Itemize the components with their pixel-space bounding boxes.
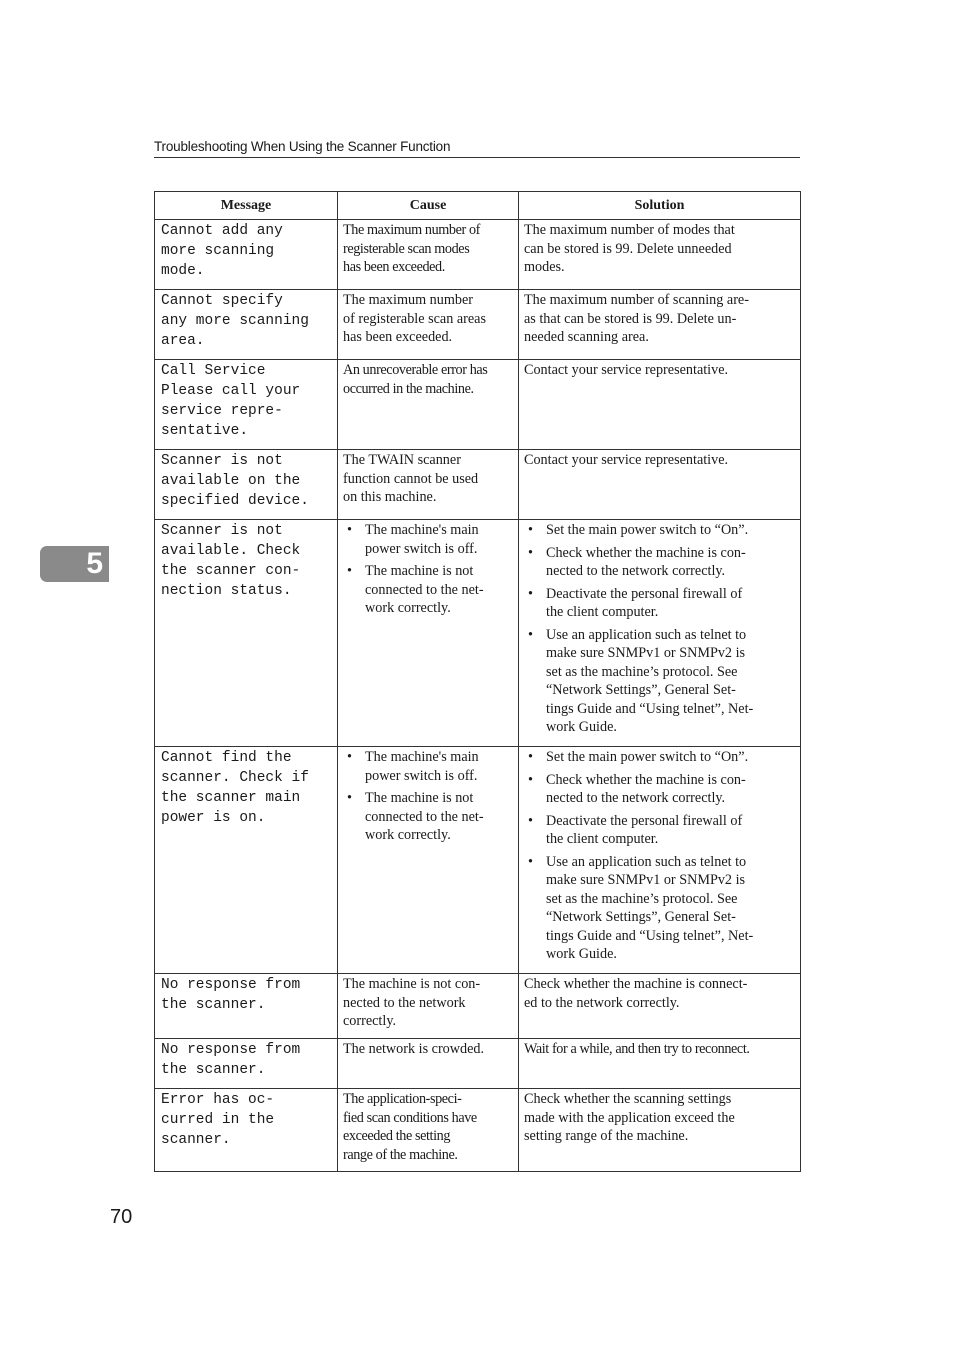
cause-list [343, 748, 513, 845]
cause-cell: The application-speci- fied scan conditions have exceeded the setting range of the machine. [338, 1089, 519, 1172]
column-header-cause: Cause [338, 192, 519, 220]
message-cell: Cannot specify any more scanning area. [155, 290, 338, 360]
column-header-message: Message [155, 192, 338, 220]
table-row [155, 450, 801, 520]
table-row [155, 747, 801, 974]
list-item: • Use an application such as telnet to make sure SNMPv1 or SNMPv2 is set as the machine’s protocol. See “Network Settings”, General Set- tings Guide and “Using telnet”, Net- work Guide. [524, 853, 795, 964]
table-row [155, 1039, 801, 1089]
cause-cell: The network is crowded. [338, 1039, 519, 1089]
chapter-number: 5 [86, 547, 103, 580]
solution-cell: Check whether the machine is connect- ed to the network correctly. [519, 974, 801, 1039]
message-cell: Scanner is not available. Check the scanner con- nection status. [155, 520, 338, 747]
solution-cell: Check whether the scanning settings made with the application exceed the setting range of the machine. [519, 1089, 801, 1172]
solution-cell [519, 520, 801, 747]
list-item: • The machine's main power switch is off. [343, 748, 513, 785]
cause-cell: An unrecoverable error has occurred in the machine. [338, 360, 519, 450]
list-item: • Check whether the machine is con- nected to the network correctly. [524, 771, 795, 808]
message-cell: Error has oc- curred in the scanner. [155, 1089, 338, 1172]
list-item: • Deactivate the personal firewall of the client computer. [524, 585, 795, 622]
message-cell: Cannot find the scanner. Check if the scanner main power is on. [155, 747, 338, 974]
cause-cell: The TWAIN scanner function cannot be used on this machine. [338, 450, 519, 520]
table-row [155, 520, 801, 747]
solution-cell: Contact your service representative. [519, 450, 801, 520]
list-item: • Deactivate the personal firewall of the client computer. [524, 812, 795, 849]
message-cell: Scanner is not available on the specified device. [155, 450, 338, 520]
cause-list [343, 521, 513, 618]
cause-cell: The machine is not con- nected to the network correctly. [338, 974, 519, 1039]
message-cell: Cannot add any more scanning mode. [155, 220, 338, 290]
table-row [155, 1089, 801, 1172]
list-item: • Set the main power switch to “On”. [524, 521, 795, 540]
cause-cell: The maximum number of registerable scan areas has been exceeded. [338, 290, 519, 360]
table-header-row [155, 192, 801, 220]
table-row [155, 220, 801, 290]
solution-cell: Contact your service representative. [519, 360, 801, 450]
list-item: • Check whether the machine is con- nected to the network correctly. [524, 544, 795, 581]
chapter-tab [40, 546, 109, 582]
troubleshooting-table [154, 191, 801, 1172]
cause-cell [338, 747, 519, 974]
running-header: Troubleshooting When Using the Scanner Function [154, 139, 800, 158]
table-row [155, 974, 801, 1039]
list-item: • The machine is not connected to the net- work correctly. [343, 789, 513, 845]
table-row [155, 290, 801, 360]
solution-list [524, 748, 795, 964]
solution-cell: The maximum number of modes that can be stored is 99. Delete unneeded modes. [519, 220, 801, 290]
message-cell: No response from the scanner. [155, 1039, 338, 1089]
solution-cell: Wait for a while, and then try to reconnect. [519, 1039, 801, 1089]
cause-cell: The maximum number of registerable scan modes has been exceeded. [338, 220, 519, 290]
list-item: • The machine is not connected to the net- work correctly. [343, 562, 513, 618]
column-header-solution: Solution [519, 192, 801, 220]
list-item: • Set the main power switch to “On”. [524, 748, 795, 767]
solution-list [524, 521, 795, 737]
list-item: • The machine's main power switch is off. [343, 521, 513, 558]
cause-cell [338, 520, 519, 747]
message-cell: Call Service Please call your service repre- sentative. [155, 360, 338, 450]
list-item: • Use an application such as telnet to make sure SNMPv1 or SNMPv2 is set as the machine’s protocol. See “Network Settings”, General Set- tings Guide and “Using telnet”, Net- work Guide. [524, 626, 795, 737]
solution-cell: The maximum number of scanning are- as that can be stored is 99. Delete un- needed scanning area. [519, 290, 801, 360]
message-cell: No response from the scanner. [155, 974, 338, 1039]
solution-cell [519, 747, 801, 974]
page-number: 70 [110, 1206, 133, 1228]
table-row [155, 360, 801, 450]
